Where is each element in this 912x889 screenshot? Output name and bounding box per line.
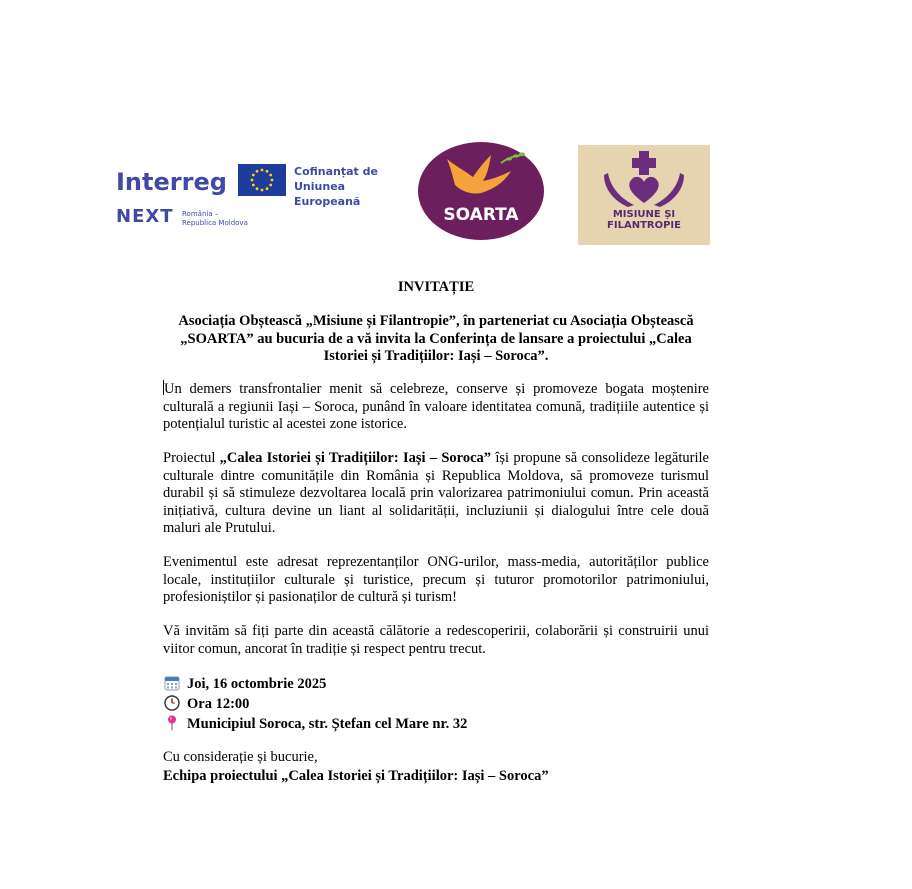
hands-heart-cross-icon <box>578 145 710 209</box>
closing-line: Cu considerație și bucurie, <box>163 749 318 765</box>
misiune-filantropie-logo <box>578 145 710 245</box>
invitation-title: INVITAȚIE <box>397 279 475 295</box>
soarta-wordmark: SOARTA <box>443 205 519 225</box>
event-date: Joi, 16 octombrie 2025 <box>163 674 709 693</box>
interreg-wordmark: Interreg <box>116 168 227 196</box>
dove-icon <box>417 141 545 241</box>
event-location: Municipiul Soroca, str. Ștefan cel Mare nr. 32 <box>163 714 709 733</box>
next-program-subtitle: România – Republica Moldova <box>182 210 248 227</box>
interreg-logo <box>112 158 412 238</box>
event-time: Ora 12:00 <box>163 694 709 713</box>
invitation-intro: Asociația Obștească „Misiune și Filantropie”, în parteneriat cu Asociația Obștească „SOARTA” au bucuria de a vă invita la Conferința de lansare a proiectului „Calea Istoriei și Tradițiilor: Iași – Soroca”. <box>178 313 694 364</box>
eu-flag-icon <box>238 164 286 196</box>
location-pin-icon <box>163 714 181 732</box>
calendar-icon <box>163 674 181 692</box>
paragraph-1: Un demers transfrontalier menit să celebreze, conserve și promoveze bogata moștenire culturală a regiunii Iași – Soroca, punând în valoare identitatea comună, tradițiile autentice și potențialul turistic al acestei zone istorice. <box>163 381 709 432</box>
paragraph-4: Vă invităm să fiți parte din această călătorie a redescoperirii, colaborării și construirii unui viitor comun, ancorat în tradiție și respect pentru trecut. <box>163 623 709 657</box>
soarta-logo <box>417 141 545 241</box>
project-name: „Calea Istoriei și Tradițiilor: Iași – Soroca” <box>219 450 492 466</box>
paragraph-3: Evenimentul este adresat reprezentanților ONG-urilor, mass-media, autorităților publice locale, instituțiilor culturale și turistice, precum și tuturor promotorilor patrimoniului, profesioniștilor și pasionaților de cultură și turism! <box>163 554 709 605</box>
next-wordmark: NEXT <box>116 206 174 227</box>
paragraph-2: Proiectul „Calea Istoriei și Tradițiilor: Iași – Soroca” își propune să consolideze legăturile culturale dintre comunitățile din România și Republica Moldova, să promoveze turismul durabil și să stimuleze dezvoltarea locală prin valorizarea patrimoniului comun. Prin această inițiativă, cultura devine un liant al solidarității, incluziunii și dialogului între cele două maluri ale Prutului. <box>163 450 709 536</box>
signature-team: Echipa proiectului „Calea Istoriei și Tradițiilor: Iași – Soroca” <box>163 768 549 784</box>
clock-icon <box>163 694 181 712</box>
misiune-wordmark: MISIUNE ȘI FILANTROPIE <box>607 209 681 231</box>
eu-cofinancing-text: Cofinanțat de Uniunea Europeană <box>294 165 378 208</box>
